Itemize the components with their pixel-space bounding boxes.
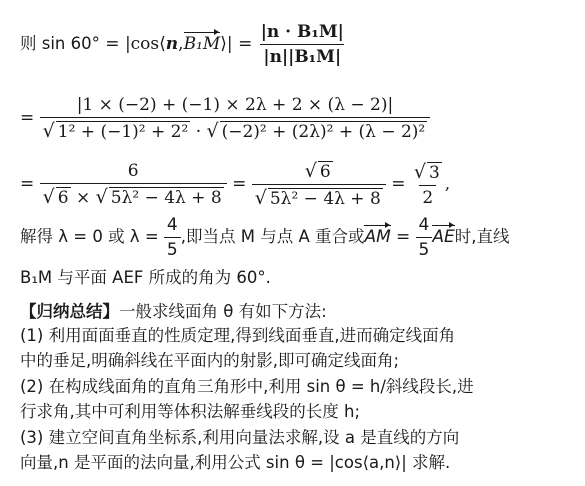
method-2-line-b: 行求角,其中可利用等体积法解垂线段的长度 h;: [20, 402, 361, 421]
radicand: 6: [57, 188, 69, 208]
equals-sign: =: [20, 108, 35, 128]
radical-sign: √: [254, 187, 267, 209]
conclusion-line: B₁M 与平面 AEF 所成的角为 60°.: [20, 268, 271, 287]
fraction-denominator: 2: [419, 185, 436, 208]
solution-text-b: ,即当点 M 与点 A 重合或: [180, 227, 365, 246]
equation-line-3: [20, 160, 450, 209]
method-1-line-a: (1) 利用面面垂直的性质定理,得到线面垂直,进而确定线面角: [20, 326, 456, 345]
radicand-b: (−2)² + (2λ)² + (λ − 2)²: [221, 122, 426, 142]
fraction-2: [252, 160, 386, 209]
summary-heading: 【归纳总结】: [20, 302, 119, 321]
radical-sign: √: [206, 120, 219, 142]
abs-cos-open: |cos⟨: [124, 34, 166, 54]
fraction-numerator: 6: [127, 161, 139, 181]
solution-text-c: 时,直线: [454, 227, 510, 246]
vector-b1m: B₁M: [183, 34, 221, 54]
method-3-line-a: (3) 建立空间直角坐标系,利用向量法求解,设 a 是直线的方向: [20, 428, 460, 447]
summary-heading-line: [20, 298, 327, 322]
fraction-3: [411, 161, 445, 208]
vector-ae: AE: [432, 227, 455, 247]
method-3-line-b: 向量,n 是平面的法向量,利用公式 sin θ = |cos⟨a,n⟩| 求解.: [20, 453, 451, 472]
equals-sign: =: [396, 227, 411, 247]
fraction-denominator: 5: [416, 237, 433, 260]
sin-60-label: 则 sin 60°: [20, 34, 100, 53]
fraction-numerator: |n · B₁M|: [260, 22, 344, 42]
radicand-a: 1² + (−1)² + 2²: [57, 122, 189, 142]
fraction-numerator: 4: [418, 215, 430, 235]
equals-sign: =: [105, 34, 120, 54]
summary-intro: 一般求线面角 θ 有如下方法:: [119, 302, 327, 321]
fraction-four-fifths: [164, 215, 181, 260]
abs-cos-close: ⟩|: [220, 34, 233, 54]
fraction-cos: [258, 22, 347, 67]
comma: ,: [178, 34, 184, 54]
equals-sign: =: [20, 174, 35, 194]
radicand: 5λ² − 4λ + 8: [110, 188, 222, 208]
equation-line-1: [20, 22, 347, 67]
fraction-1: [40, 161, 227, 208]
dot-operator: ·: [195, 122, 202, 142]
fraction-expanded: [40, 95, 431, 142]
fraction-four-fifths-2: [416, 215, 433, 260]
radical-sign: √: [413, 161, 426, 183]
equation-line-2: [20, 95, 430, 142]
vector-n: n: [165, 34, 179, 54]
solution-text-a: 解得 λ = 0 或 λ =: [20, 227, 159, 246]
radical-sign: √: [95, 186, 108, 208]
fraction-numerator: 4: [166, 215, 178, 235]
radicand: 6: [319, 162, 331, 182]
equals-sign: =: [391, 174, 406, 194]
method-1-line-b: 中的垂足,明确斜线在平面内的射影,即可确定线面角;: [20, 351, 400, 370]
solution-line: [20, 215, 509, 260]
fraction-numerator: |1 × (−2) + (−1) × 2λ + 2 × (λ − 2)|: [76, 95, 394, 115]
comma: ,: [444, 174, 451, 194]
method-2-line-a: (2) 在构成线面角的直角三角形中,利用 sin θ = h/斜线段长,进: [20, 377, 474, 396]
equals-sign: =: [232, 174, 247, 194]
vector-am: AM: [364, 227, 391, 247]
fraction-denominator: |n||B₁M|: [260, 44, 344, 67]
radical-sign: √: [42, 120, 55, 142]
radicand: 3: [428, 163, 440, 183]
equals-sign: =: [238, 34, 253, 54]
radicand: 5λ² − 4λ + 8: [269, 189, 381, 209]
fraction-denominator: 5: [164, 237, 181, 260]
radical-sign: √: [304, 160, 317, 182]
radical-sign: √: [42, 186, 55, 208]
times-operator: ×: [76, 188, 91, 208]
